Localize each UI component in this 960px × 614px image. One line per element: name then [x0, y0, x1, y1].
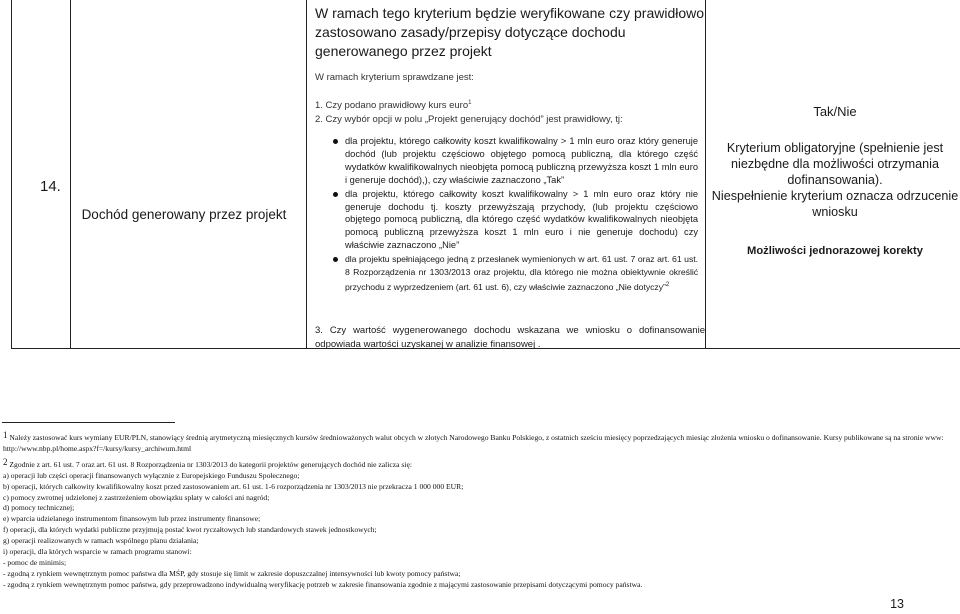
table-divider-1 — [70, 0, 71, 349]
page-number: 13 — [890, 597, 904, 611]
footnote-1 — [3, 430, 955, 455]
bullet-icon — [333, 192, 338, 197]
bullet-item — [334, 135, 698, 187]
consequence-text: Niespełnienie kryterium oznacza odrzucenie wniosku — [711, 189, 959, 219]
bullet-icon — [333, 257, 338, 262]
item-1 — [315, 96, 705, 113]
footnote-2-item: - zgodną z rynkiem wewnętrznym pomoc państwa, gdy przeprowadzono indywidualną weryfikację potrzeb w zakresie finansowania zgodnie z mającymi zastosowanie przepisami dotyczącymi pomocy państwa. — [3, 579, 643, 589]
footnote-2-item: f) operacji, dla których wydatki publiczne przyjmują postać kwot ryczałtowych lub standardowych stawek jednostkowych; — [3, 525, 377, 535]
footnote-2-text: Zgodnie z art. 61 ust. 7 oraz art. 61 ust. 8 Rozporządzenia nr 1303/2013 do kategorii projektów generujących dochód nie zalicza się: — [9, 459, 412, 469]
checked-items — [315, 71, 705, 127]
footnote-2-item: g) operacji realizowanych w ramach wspólnego planu działania; — [3, 536, 199, 546]
footnote-1-text: Należy zastosować kurs wymiany EUR/PLN, stanowiący średnią arytmetyczną miesięcznych kursów średnioważonych walut obcych w złotych Narodowego Banku Polskiego, z ostatnich sześciu miesięcy poprzedzających miesiąc złożenia wniosku o dofinansowanie. Kursy publikowane są na stronie www: http://www.nbp.pl/home.aspx?f=/kursy/kursy_archiwum.html — [3, 433, 944, 453]
footnote-2-item: c) pomocy zwrotnej udzielonej z zastrzeżeniem obowiązku spłaty w całości ani nagród; — [3, 492, 270, 502]
row-number: 14. — [40, 178, 61, 195]
footnote-1-number: 1 — [3, 430, 8, 440]
footnote-2-item: - zgodną z rynkiem wewnętrznym pomoc państwa dla MŚP, gdy stosuje się limit w zakresie dopuszczalnej intensywności lub kwoty pomocy państwa; — [3, 568, 461, 578]
footnote-ref-1: 1 — [468, 100, 472, 106]
footnote-2-item: - pomoc de minimis; — [3, 557, 67, 567]
footnote-2-item: a) operacji lub części operacji finansowanych wyłącznie z Europejskiego Funduszu Społecznego; — [3, 470, 300, 480]
bullet-list — [334, 135, 698, 294]
table-divider-2 — [306, 0, 307, 349]
footnote-2-item: d) pomocy technicznej; — [3, 503, 75, 513]
criterion-name: Dochód generowany przez projekt — [81, 207, 287, 222]
bullet-text: dla projektu spełniającego jedną z przesłanek wymienionych w art. 61 ust. 7 oraz art. 61 ust. 8 Rozporządzenia nr 1303/2013 oraz projektu, dla którego nie można obiektywnie określić przychodu z wyprzedzeniem (art. 61 ust. 6), czy właściwie zaznaczono „Nie dotyczy” — [345, 254, 698, 292]
bullet-text: dla projektu, którego całkowity koszt kwalifikowalny > 1 mln euro oraz który generuje dochód (lub projektu częściowo objętego pomocą publiczną, dla którego część wydatków kwalifikowalnych nieobjęta pomocą publiczną przewyższa koszt 1 mln euro i generuje dochód),), czy właściwie zaznaczono „Tak” — [345, 136, 698, 185]
criterion-description-header: W ramach tego kryterium będzie weryfikowane czy prawidłowo zastosowano zasady/przepisy dotyczące dochodu generowanego przez projekt — [315, 5, 705, 59]
assessment-type: Tak/Nie — [813, 104, 857, 119]
bullet-item — [334, 253, 698, 294]
assessment-details — [710, 140, 960, 220]
footnote-2 — [3, 457, 955, 471]
table-divider-3 — [705, 0, 706, 349]
footnote-2-item: i) operacji, dla których wsparcie w ramach programu stanowi: — [3, 547, 192, 557]
footnote-2-number: 2 — [3, 456, 8, 467]
obligatory-text: Kryterium obligatoryjne (spełnienie jest niezbędne dla możliwości otrzymania dofinansowania). — [726, 141, 944, 187]
item-1-text: 1. Czy podano prawidłowy kurs euro — [315, 100, 469, 112]
bullet-item — [334, 188, 698, 253]
footnotes — [3, 430, 955, 591]
footnote-2-item: b) operacji, których całkowity kwalifikowalny koszt przed zastosowaniem art. 61 ust. 1-6 rozporządzenia nr 1303/2013 nie przekracza 1 000 000 EUR; — [3, 481, 464, 491]
correction-note: Możliwości jednorazowej korekty — [747, 245, 923, 257]
item-3: 3. Czy wartość wygenerowanego dochodu wskazana we wniosku o dofinansowanie odpowiada wartości uzyskanej w analizie finansowej . — [315, 325, 705, 350]
footnote-separator — [2, 422, 175, 423]
footnote-2-item: e) wparcia udzielanego instrumentom finansowym lub przez instrumenty finansowe; — [3, 514, 261, 524]
bullet-icon — [333, 139, 338, 144]
table-left-border — [11, 0, 12, 349]
item-2: 2. Czy wybór opcji w polu „Projekt generujący dochód” jest prawidłowy, tj: — [315, 114, 623, 126]
checked-label: W ramach kryterium sprawdzane jest: — [315, 72, 474, 83]
bullet-text: dla projektu, którego całkowity koszt kwalifikowalny > 1 mln euro oraz który nie generuje dochodu tj. koszty przewyższają przychody, (lub projektu częściowo objętego pomocą publiczną, dla którego część wydatków kwalifikowalnych nieobjęta pomocą publiczną przewyższa koszt 1 mln euro i nie generuje dochodu) czy właściwie zaznaczono „Nie” — [345, 188, 698, 251]
footnote-ref-2: 2 — [665, 281, 670, 288]
